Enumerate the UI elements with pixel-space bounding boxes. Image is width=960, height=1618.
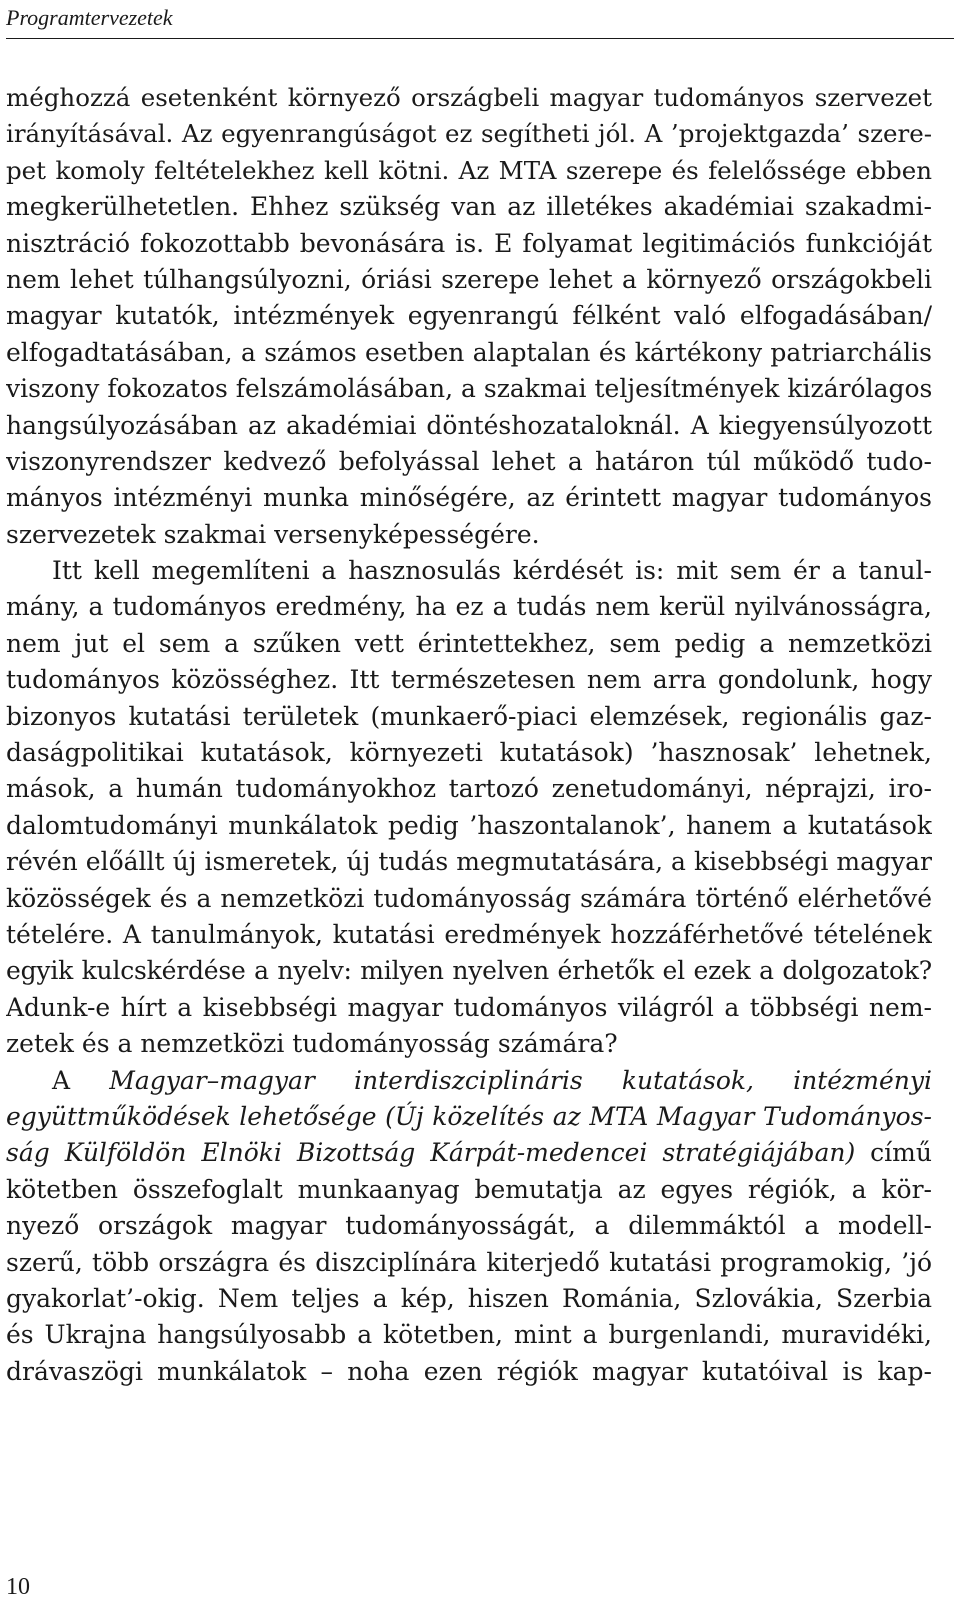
text-line: elfogadtatásában, a számos esetben alaptalan és kártékony patriarchális: [6, 337, 932, 367]
text-line: mások, a humán tudományokhoz tartozó zenetudományi, néprajzi, iro-: [6, 774, 932, 804]
text-line: egyik kulcskérdése a nyelv: milyen nyelven érhetők el ezek a dolgozatok?: [6, 956, 932, 986]
italic-book-title: Magyar–magyar interdiszciplináris kutatások, intézményi: [109, 1065, 932, 1095]
line-text: A: [52, 1065, 110, 1095]
text-line: révén előállt új ismeretek, új tudás megmutatására, a kisebbségi magyar: [6, 847, 932, 877]
text-line: tudományos közösséghez. Itt természetesen nem arra gondolunk, hogy: [6, 665, 932, 695]
text-line: zetek és a nemzetközi tudományosság számára?: [6, 1029, 618, 1059]
text-line: megkerülhetetlen. Ehhez szükség van az illetékes akadémiai szakadmi-: [6, 192, 932, 222]
line-text: című: [855, 1138, 932, 1168]
text-line: bizonyos kutatási területek (munkaerő-piaci elemzések, regionális gaz-: [6, 701, 932, 731]
text-line: mányos intézményi munka minőségére, az érintett magyar tudományos: [6, 483, 932, 513]
text-line: pet komoly feltételekhez kell kötni. Az MTA szerepe és felelőssége ebben: [6, 155, 932, 185]
running-head: Programtervezetek: [6, 5, 173, 30]
text-line: kötetben összefoglalt munkaanyag bemutatja az egyes régiók, a kör-: [6, 1174, 932, 1204]
body-text: [6, 80, 932, 1390]
text-line: tételére. A tanulmányok, kutatási eredmények hozzáférhetővé tételének: [6, 919, 932, 949]
text-line: nem jut el sem a szűken vett érintettekhez, sem pedig a nemzetközi: [6, 628, 932, 658]
text-line: nyező országok magyar tudományosságát, a dilemmáktól a modell-: [6, 1211, 932, 1241]
text-line: Itt kell megemlíteni a hasznosulás kérdését is: mit sem ér a tanul-: [52, 556, 932, 586]
text-line: [6, 1099, 932, 1135]
text-line: drávaszögi munkálatok – noha ezen régiók magyar kutatóival is kap-: [6, 1356, 932, 1386]
text-line: közösségek és a nemzetközi tudományosság számára történő elérhetővé: [6, 883, 932, 913]
header-rule: [6, 38, 954, 39]
text-line: nem lehet túlhangsúlyozni, óriási szerepe lehet a környező országokbeli: [6, 264, 932, 294]
italic-book-title: ság Külföldön Elnöki Bizottság Kárpát-medencei stratégiájában): [6, 1138, 856, 1168]
italic-book-title: együttműködések lehetősége (Új közelítés az MTA Magyar Tudományos-: [6, 1101, 932, 1131]
text-line: méghozzá esetenként környező országbeli magyar tudományos szervezet: [6, 83, 932, 112]
text-line: irányításával. Az egyenrangúságot ez segítheti jól. A ’projektgazda’ szere-: [6, 119, 932, 149]
text-line: viszonyrendszer kedvező befolyással lehet a határon túl működő tudo-: [6, 446, 932, 476]
text-line: mány, a tudományos eredmény, ha ez a tudás nem kerül nyilvánosságra,: [6, 592, 932, 622]
text-line: és Ukrajna hangsúlyosabb a kötetben, mint a burgenlandi, muravidéki,: [6, 1320, 932, 1350]
text-line: nisztráció fokozottabb bevonására is. E folyamat legitimációs funkcióját: [6, 228, 932, 258]
text-line: dalomtudományi munkálatok pedig ’haszontalanok’, hanem a kutatások: [6, 810, 932, 840]
text-line: magyar kutatók, intézmények egyenrangú félként való elfogadásában/: [6, 301, 932, 331]
page-number: 10: [6, 1574, 30, 1600]
text-line: daságpolitikai kutatások, környezeti kutatások) ’hasznosak’ lehetnek,: [6, 738, 932, 768]
text-line: hangsúlyozásában az akadémiai döntéshozataloknál. A kiegyensúlyozott: [6, 410, 932, 440]
text-line: [6, 1135, 932, 1171]
text-line: gyakorlat’-okig. Nem teljes a kép, hiszen Románia, Szlovákia, Szerbia: [6, 1283, 932, 1313]
text-line: szervezetek szakmai versenyképességére.: [6, 519, 540, 549]
text-line: szerű, több országra és diszciplínára kiterjedő kutatási programokig, ’jó: [6, 1247, 932, 1277]
text-line: Adunk-e hírt a kisebbségi magyar tudományos világról a többségi nem-: [6, 992, 932, 1022]
text-line: viszony fokozatos felszámolásában, a szakmai teljesítmények kizárólagos: [6, 374, 932, 404]
text-line: [6, 1063, 932, 1099]
